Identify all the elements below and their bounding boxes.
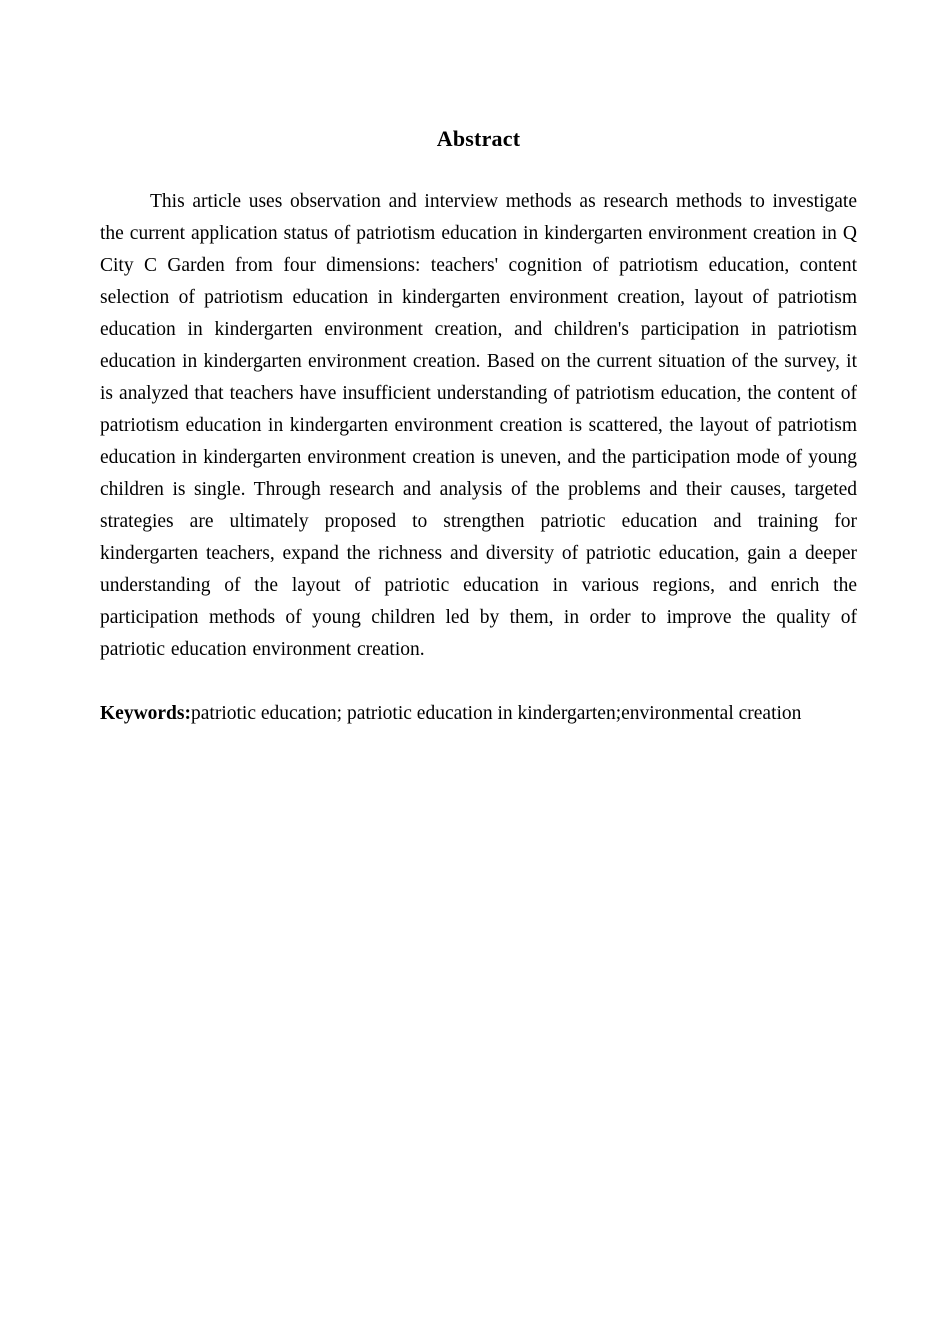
keywords-line — [100, 698, 857, 730]
abstract-paragraph: This article uses observation and interview methods as research methods to investigate the current application status of patriotism education in kindergarten environment creation in Q City C Garden from four dimensions: teachers' cognition of patriotism education, content selection of patriotism education in kindergarten environment creation, layout of patriotism education in kindergarten environment creation, and children's participation in patriotism education in kindergarten environment creation. Based on the current situation of the survey, it is analyzed that teachers have insufficient understanding of patriotism education, the content of patriotism education in kindergarten environment creation is scattered, the layout of patriotism education in kindergarten environment creation is uneven, and the participation mode of young children is single. Through research and analysis of the problems and their causes, targeted strategies are ultimately proposed to strengthen patriotic education and training for kindergarten teachers, expand the richness and diversity of patriotic education, gain a deeper understanding of the layout of patriotic education in various regions, and enrich the participation methods of young children led by them, in order to improve the quality of patriotic education environment creation. — [100, 191, 857, 660]
abstract-title: Abstract — [436, 126, 521, 151]
keywords-text: patriotic education; patriotic education in kindergarten;environmental creation — [191, 703, 802, 724]
keywords-label: Keywords: — [100, 703, 191, 724]
page-content — [100, 0, 857, 730]
